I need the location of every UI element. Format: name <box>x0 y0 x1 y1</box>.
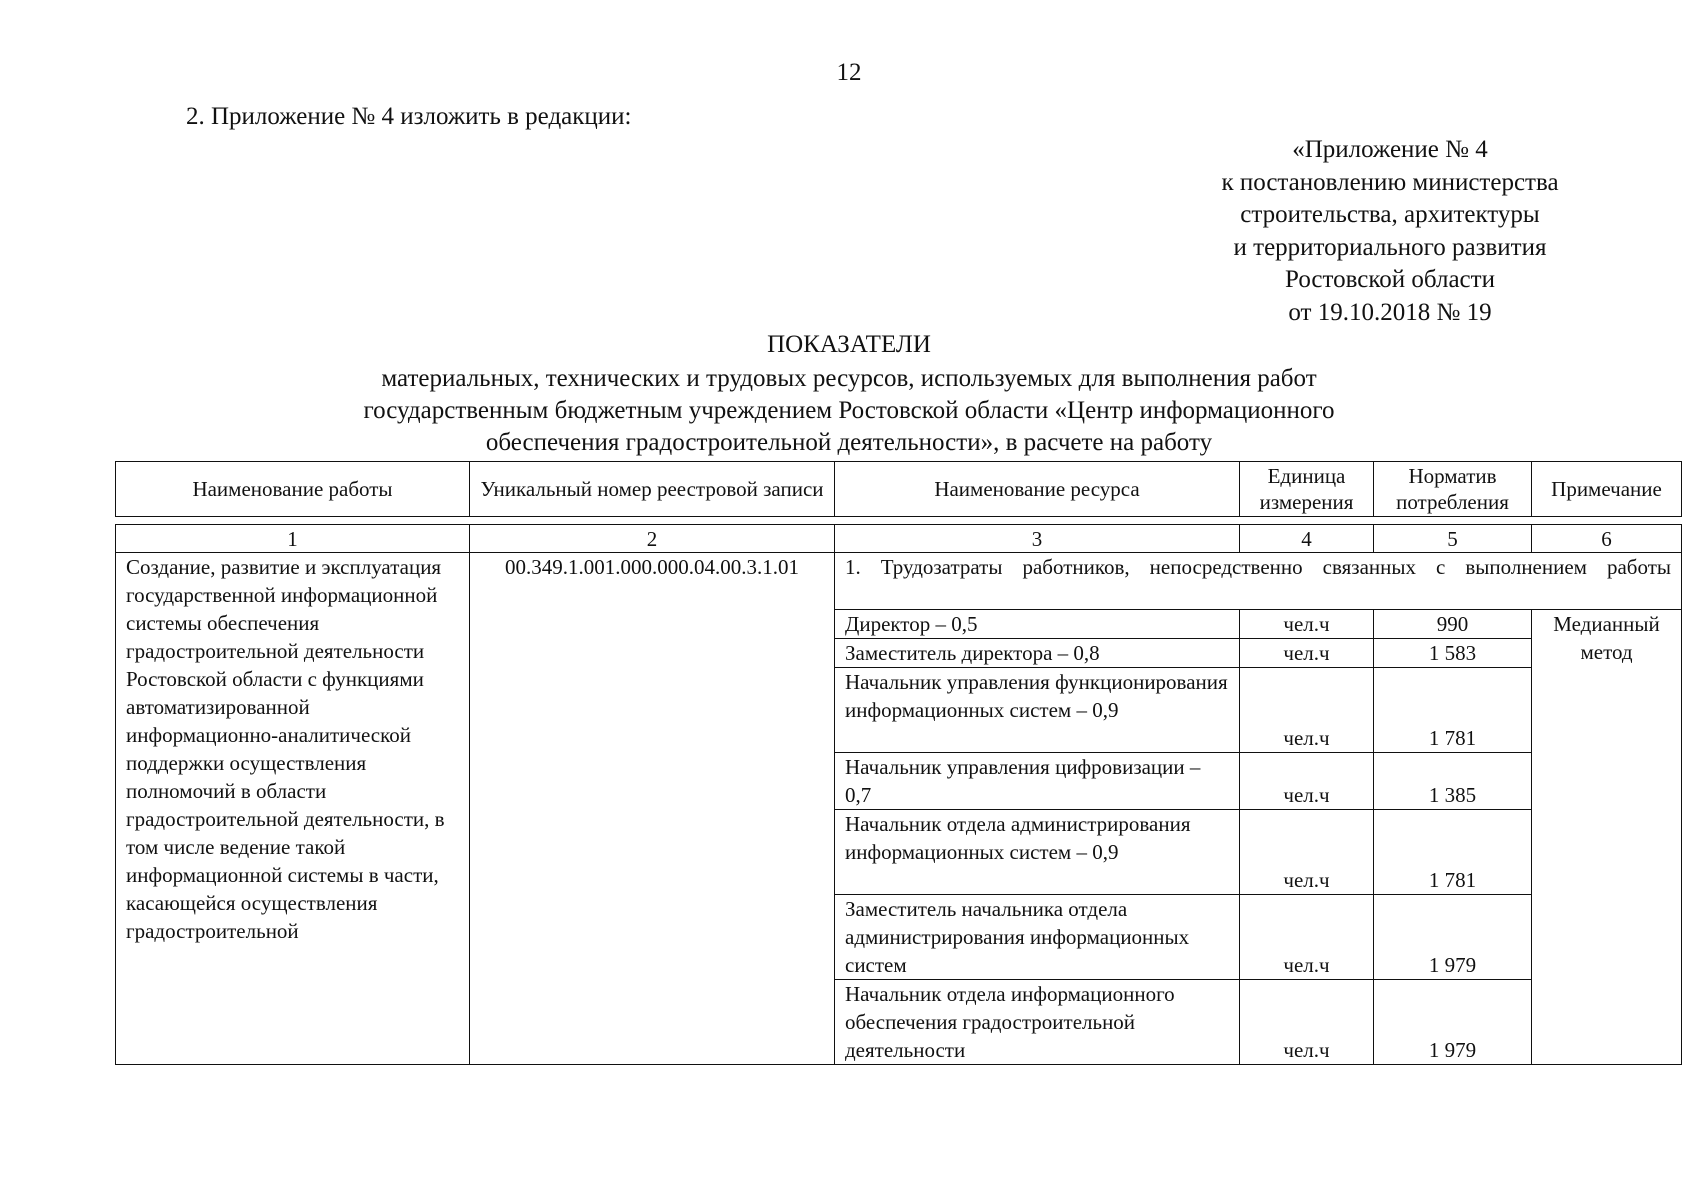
subtitle-line: обеспечения градостроительной деятельности», в расчете на работу <box>485 429 1213 456</box>
appendix-line: к постановлению министерства <box>1221 168 1559 196</box>
subtitle-line: государственным бюджетным учреждением Ростовской области «Центр информационного <box>363 397 1335 424</box>
header-note: Примечание <box>1532 462 1682 517</box>
norm-cell: 990 <box>1374 610 1532 639</box>
norm-cell: 1 781 <box>1374 810 1532 895</box>
header-registry-number: Уникальный номер реестровой записи <box>470 462 835 517</box>
column-number: 3 <box>835 525 1240 553</box>
resource-name: Начальник отдела информационного обеспечения градостроительной деятельности <box>835 980 1240 1065</box>
header-work-name: Наименование работы <box>116 462 470 517</box>
resource-name: Начальник отдела администрирования информационных систем – 0,9 <box>835 810 1240 895</box>
page-number: 12 <box>836 59 862 86</box>
unit-cell: чел.ч <box>1240 753 1374 810</box>
document-title: ПОКАЗАТЕЛИ <box>767 331 931 358</box>
appendix-reference <box>1180 134 1600 329</box>
work-name-cell: Создание, развитие и эксплуатация государственной информационной системы обеспечения градостроительной деятельности Ростовской области с функциями автоматизированной информационно-аналитической поддержки осуществления полномочий в области градостроительной деятельности, в том числе ведение такой информационной системы в части, касающейся осуществления градостроительной <box>116 553 470 1065</box>
resource-name: Директор – 0,5 <box>835 610 1240 639</box>
unit-cell: чел.ч <box>1240 980 1374 1065</box>
unit-cell: чел.ч <box>1240 895 1374 980</box>
appendix-line: строительства, архитектуры <box>1240 201 1540 228</box>
norm-cell: 1 781 <box>1374 668 1532 753</box>
resource-name: Заместитель начальника отдела администрирования информационных систем <box>835 895 1240 980</box>
column-number: 5 <box>1374 525 1532 553</box>
norm-cell: 1 583 <box>1374 639 1532 668</box>
resources-table <box>115 524 1682 1065</box>
norm-cell: 1 979 <box>1374 895 1532 980</box>
resource-name: Начальник управления функционирования информационных систем – 0,9 <box>835 668 1240 753</box>
resource-name: Начальник управления цифровизации – 0,7 <box>835 753 1240 810</box>
appendix-line: Ростовской области <box>1285 266 1495 293</box>
unit-cell: чел.ч <box>1240 639 1374 668</box>
appendix-line: от 19.10.2018 № 19 <box>1288 298 1492 326</box>
document-subtitle <box>0 363 1698 459</box>
column-number: 1 <box>116 525 470 553</box>
norm-cell: 1 979 <box>1374 980 1532 1065</box>
norm-cell: 1 385 <box>1374 753 1532 810</box>
header-unit: Единица измерения <box>1240 462 1374 517</box>
unit-cell: чел.ч <box>1240 610 1374 639</box>
resource-name: Заместитель директора – 0,8 <box>835 639 1240 668</box>
header-resource-name: Наименование ресурса <box>835 462 1240 517</box>
header-norm: Норматив потребления <box>1374 462 1532 517</box>
appendix-line: и территориального развития <box>1233 233 1547 261</box>
registry-number-cell: 00.349.1.001.000.000.04.00.3.1.01 <box>470 553 835 1065</box>
column-number-row <box>116 525 1682 553</box>
table-row <box>116 553 1682 610</box>
unit-cell: чел.ч <box>1240 668 1374 753</box>
column-number: 6 <box>1532 525 1682 553</box>
column-number: 2 <box>470 525 835 553</box>
intro-text: 2. Приложение № 4 изложить в редакции: <box>186 103 632 130</box>
table-header <box>115 461 1682 517</box>
unit-cell: чел.ч <box>1240 810 1374 895</box>
column-number: 4 <box>1240 525 1374 553</box>
subtitle-line: материальных, технических и трудовых ресурсов, используемых для выполнения работ <box>381 365 1317 392</box>
section-title-cell: 1. Трудозатраты работников, непосредственно связанных с выполнением работы <box>835 553 1682 610</box>
note-cell: Медианный метод <box>1532 610 1682 1065</box>
appendix-line: «Приложение № 4 <box>1292 136 1488 163</box>
